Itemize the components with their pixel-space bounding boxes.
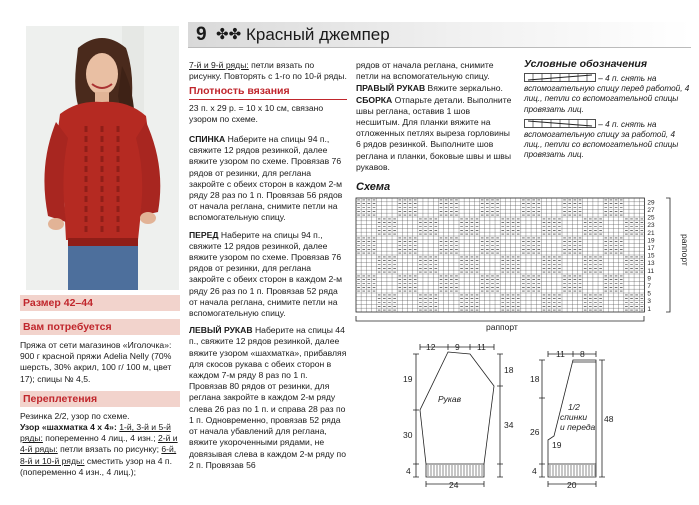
knitting-chart xyxy=(354,194,699,334)
body-left-upper: 18 xyxy=(530,374,540,384)
body-schematic xyxy=(528,338,638,496)
model-photo xyxy=(26,26,179,290)
front-text: Наберите на спицы 94 п., свяжите 12 рядов резинкой, далее вяжите узором по схеме. Провязав 76 рядов от резинки, для реглана закройте с обеих сторон в каждом 2-м ряду 26 раз по 1 п. Провязав 52 ряда от начала реглана, снимите петли на вспомогательную спицу. xyxy=(189,229,343,319)
chart-row-number: 15 xyxy=(647,252,655,260)
front-section xyxy=(189,230,347,320)
body-label-line3: и переда xyxy=(560,422,596,432)
sleeve-top-mid: 9 xyxy=(455,342,460,352)
chart-row-number: 5 xyxy=(647,290,651,298)
legend-heading: Условные обозначения xyxy=(524,58,648,70)
chart-row-number: 3 xyxy=(647,298,651,306)
density-text: 23 п. х 29 р. = 10 х 10 см, связано узором по схеме. xyxy=(189,102,324,124)
body-left-mid: 26 xyxy=(530,427,540,437)
right-sleeve-label: ПРАВЫЙ РУКАВ xyxy=(356,83,426,94)
rows-cont-text: петли вязать по рисунку. Повторять с 1-го по 10-й ряды. xyxy=(189,60,347,82)
right-sleeve-text: Вяжите зеркально. xyxy=(425,83,503,94)
sleeve-left-low: 4 xyxy=(406,466,411,476)
sleeve-label: Рукав xyxy=(438,394,462,404)
chart-row-number: 25 xyxy=(647,214,655,222)
column-3 xyxy=(356,60,516,173)
ornament-icon: ✤✤ xyxy=(216,26,242,43)
chart-row-number: 17 xyxy=(647,245,655,252)
back-label: СПИНКА xyxy=(189,134,226,145)
chart-row-number: 7 xyxy=(647,283,651,290)
chart-row-number: 21 xyxy=(647,229,655,237)
body-right: 48 xyxy=(604,414,614,424)
back-section xyxy=(189,134,347,224)
chart-row-number: 27 xyxy=(647,207,655,214)
chart-row-numbers xyxy=(647,199,655,312)
rows-cont-label: 7-й и 9-й ряды: xyxy=(189,60,249,70)
materials-text: Пряжа от сети магазинов «Иголочка»: 900 г красной пряжи Adelia Nelly (70% шерсть, 30% акрил, 100 г/ 100 м, цвет 17); спицы № 4,5. xyxy=(20,340,172,384)
right-sleeve-section xyxy=(356,83,516,94)
front-label: ПЕРЕД xyxy=(189,229,219,240)
left-cont: рядов от начала реглана, снимите петли на вспомогательную спицу. xyxy=(356,60,494,82)
column-2 xyxy=(189,60,347,471)
braids-heading: Переплетения xyxy=(20,391,180,407)
woman-in-red-jumper-image xyxy=(26,26,179,290)
rows-3: 6-й, 8-й и 10-й ряды: xyxy=(20,444,177,466)
density-heading: Плотность вязания xyxy=(189,86,347,99)
pattern-name: Узор «шахматка 4 х 4»: xyxy=(20,422,117,433)
assembly-label: СБОРКА xyxy=(356,94,393,105)
sleeve-right-upper: 18 xyxy=(504,365,514,375)
rows-2: 2-й и 4-й ряды: xyxy=(20,433,178,455)
sleeve-left-mid: 30 xyxy=(403,430,413,440)
chart-row-number: 29 xyxy=(647,199,655,207)
chart-row-number: 13 xyxy=(647,260,655,268)
cable-front-symbol-icon xyxy=(524,73,596,82)
body-label-line2: спинки xyxy=(560,412,588,422)
rapport-v-bracket xyxy=(666,198,670,312)
sleeve-left-upper: 19 xyxy=(403,374,413,384)
rapport-v-label: раппорт xyxy=(680,234,690,266)
sleeve-schematic xyxy=(400,338,525,496)
braids-pattern xyxy=(20,422,180,478)
chart-row-number: 19 xyxy=(647,237,655,245)
sleeve-bottom: 24 xyxy=(449,480,459,490)
body-top-mid: 8 xyxy=(580,349,585,359)
chart-row-number: 23 xyxy=(647,222,655,230)
assembly-text: Отпарьте детали. Выполните швы реглана, оставив 1 шов несшитым. Для планки вяжите на отложенных петлях выреза горловины 6 рядов резинкой. Выполните шов реглана и планки, боковые швы и швы рукавов. xyxy=(356,94,512,172)
cable-back-symbol-icon xyxy=(524,119,596,128)
sleeve-top-left: 12 xyxy=(426,342,436,352)
body-left-mid2: 19 xyxy=(552,440,562,450)
rapport-h-bracket xyxy=(356,316,644,321)
pattern-number: 9 xyxy=(196,24,207,45)
chart-row-number: 9 xyxy=(647,275,651,283)
chart-row-number: 1 xyxy=(647,305,651,313)
page-title: Красный джемпер xyxy=(246,25,390,44)
chart-row-number: 11 xyxy=(647,267,655,275)
rapport-h-label: раппорт xyxy=(486,322,518,332)
braids-rib: Резинка 2/2, узор по схеме. xyxy=(20,410,130,421)
left-sleeve-text: Наберите на спицы 44 п., свяжите 12 рядов резинкой, далее вяжите узором «шахматка», прибавляя для скосов рукава с обеих сторон в каждом 7-м ряду 8 раз по 1 п. Провязав 80 рядов от резинки, для реглана закройте в каждом 2-м ряду слева 26 раз по 1 п. и справа 28 раз по 1 п. Одновременно, провязав 52 ряда от начала убавлений для реглана, вяжите укороченными рядами, не довязывая слева в каждом 2-м ряду по 2 п. Провязав 56 xyxy=(189,325,347,470)
left-sleeve-label: ЛЕВЫЙ РУКАВ xyxy=(189,325,253,336)
size-heading: Размер 42–44 xyxy=(20,295,180,311)
column-1 xyxy=(20,295,180,478)
body-label-line1: 1/2 xyxy=(568,402,580,412)
chart-grid xyxy=(356,198,644,312)
rows-2-text: петли вязать по рисунку; xyxy=(57,444,162,455)
materials-heading: Вам потребуется xyxy=(20,319,180,335)
sleeve-right-mid: 34 xyxy=(504,420,514,430)
legend xyxy=(524,58,692,161)
chart-heading: Схема xyxy=(356,181,391,193)
rows-3-text: сместить узор на 4 п. (попеременно 4 изн., 4 лиц.); xyxy=(20,455,172,477)
sleeve-top-right: 11 xyxy=(477,342,486,352)
rows-cont xyxy=(189,60,347,82)
legend-item-2-text: – 4 п. снять на вспомогательную спицу за работой, 4 лиц., петли со вспомогательной спицы провязать лиц. xyxy=(524,119,679,160)
left-sleeve-section xyxy=(189,325,347,471)
body-bottom: 20 xyxy=(567,480,577,490)
assembly-section xyxy=(356,95,516,173)
legend-item-1 xyxy=(524,73,692,115)
title-bar xyxy=(188,22,691,48)
body-top-left: 11 xyxy=(556,349,565,359)
legend-item-1-text: – 4 п. снять на вспомогательную спицу перед работой, 4 лиц., петли со вспомогательной спицы провязать лиц. xyxy=(524,74,690,114)
rows-1: 1-й, 3-й и 5-й ряды: xyxy=(20,422,171,444)
legend-item-2 xyxy=(524,119,692,161)
body-left-low: 4 xyxy=(532,466,537,476)
rows-1-text: попеременно 4 лиц., 4 изн.; xyxy=(42,433,158,444)
back-text: Наберите на спицы 94 п., свяжите 12 рядов резинкой, далее вяжите узором по схеме. Провязав 76 рядов от резинки, для реглана закройте с обеих сторон в каждом 2-м ряду 28 раз по 1 п. Провязав 56 рядов от начала реглана, снимите петли на вспомогательную спицу. xyxy=(189,134,343,223)
